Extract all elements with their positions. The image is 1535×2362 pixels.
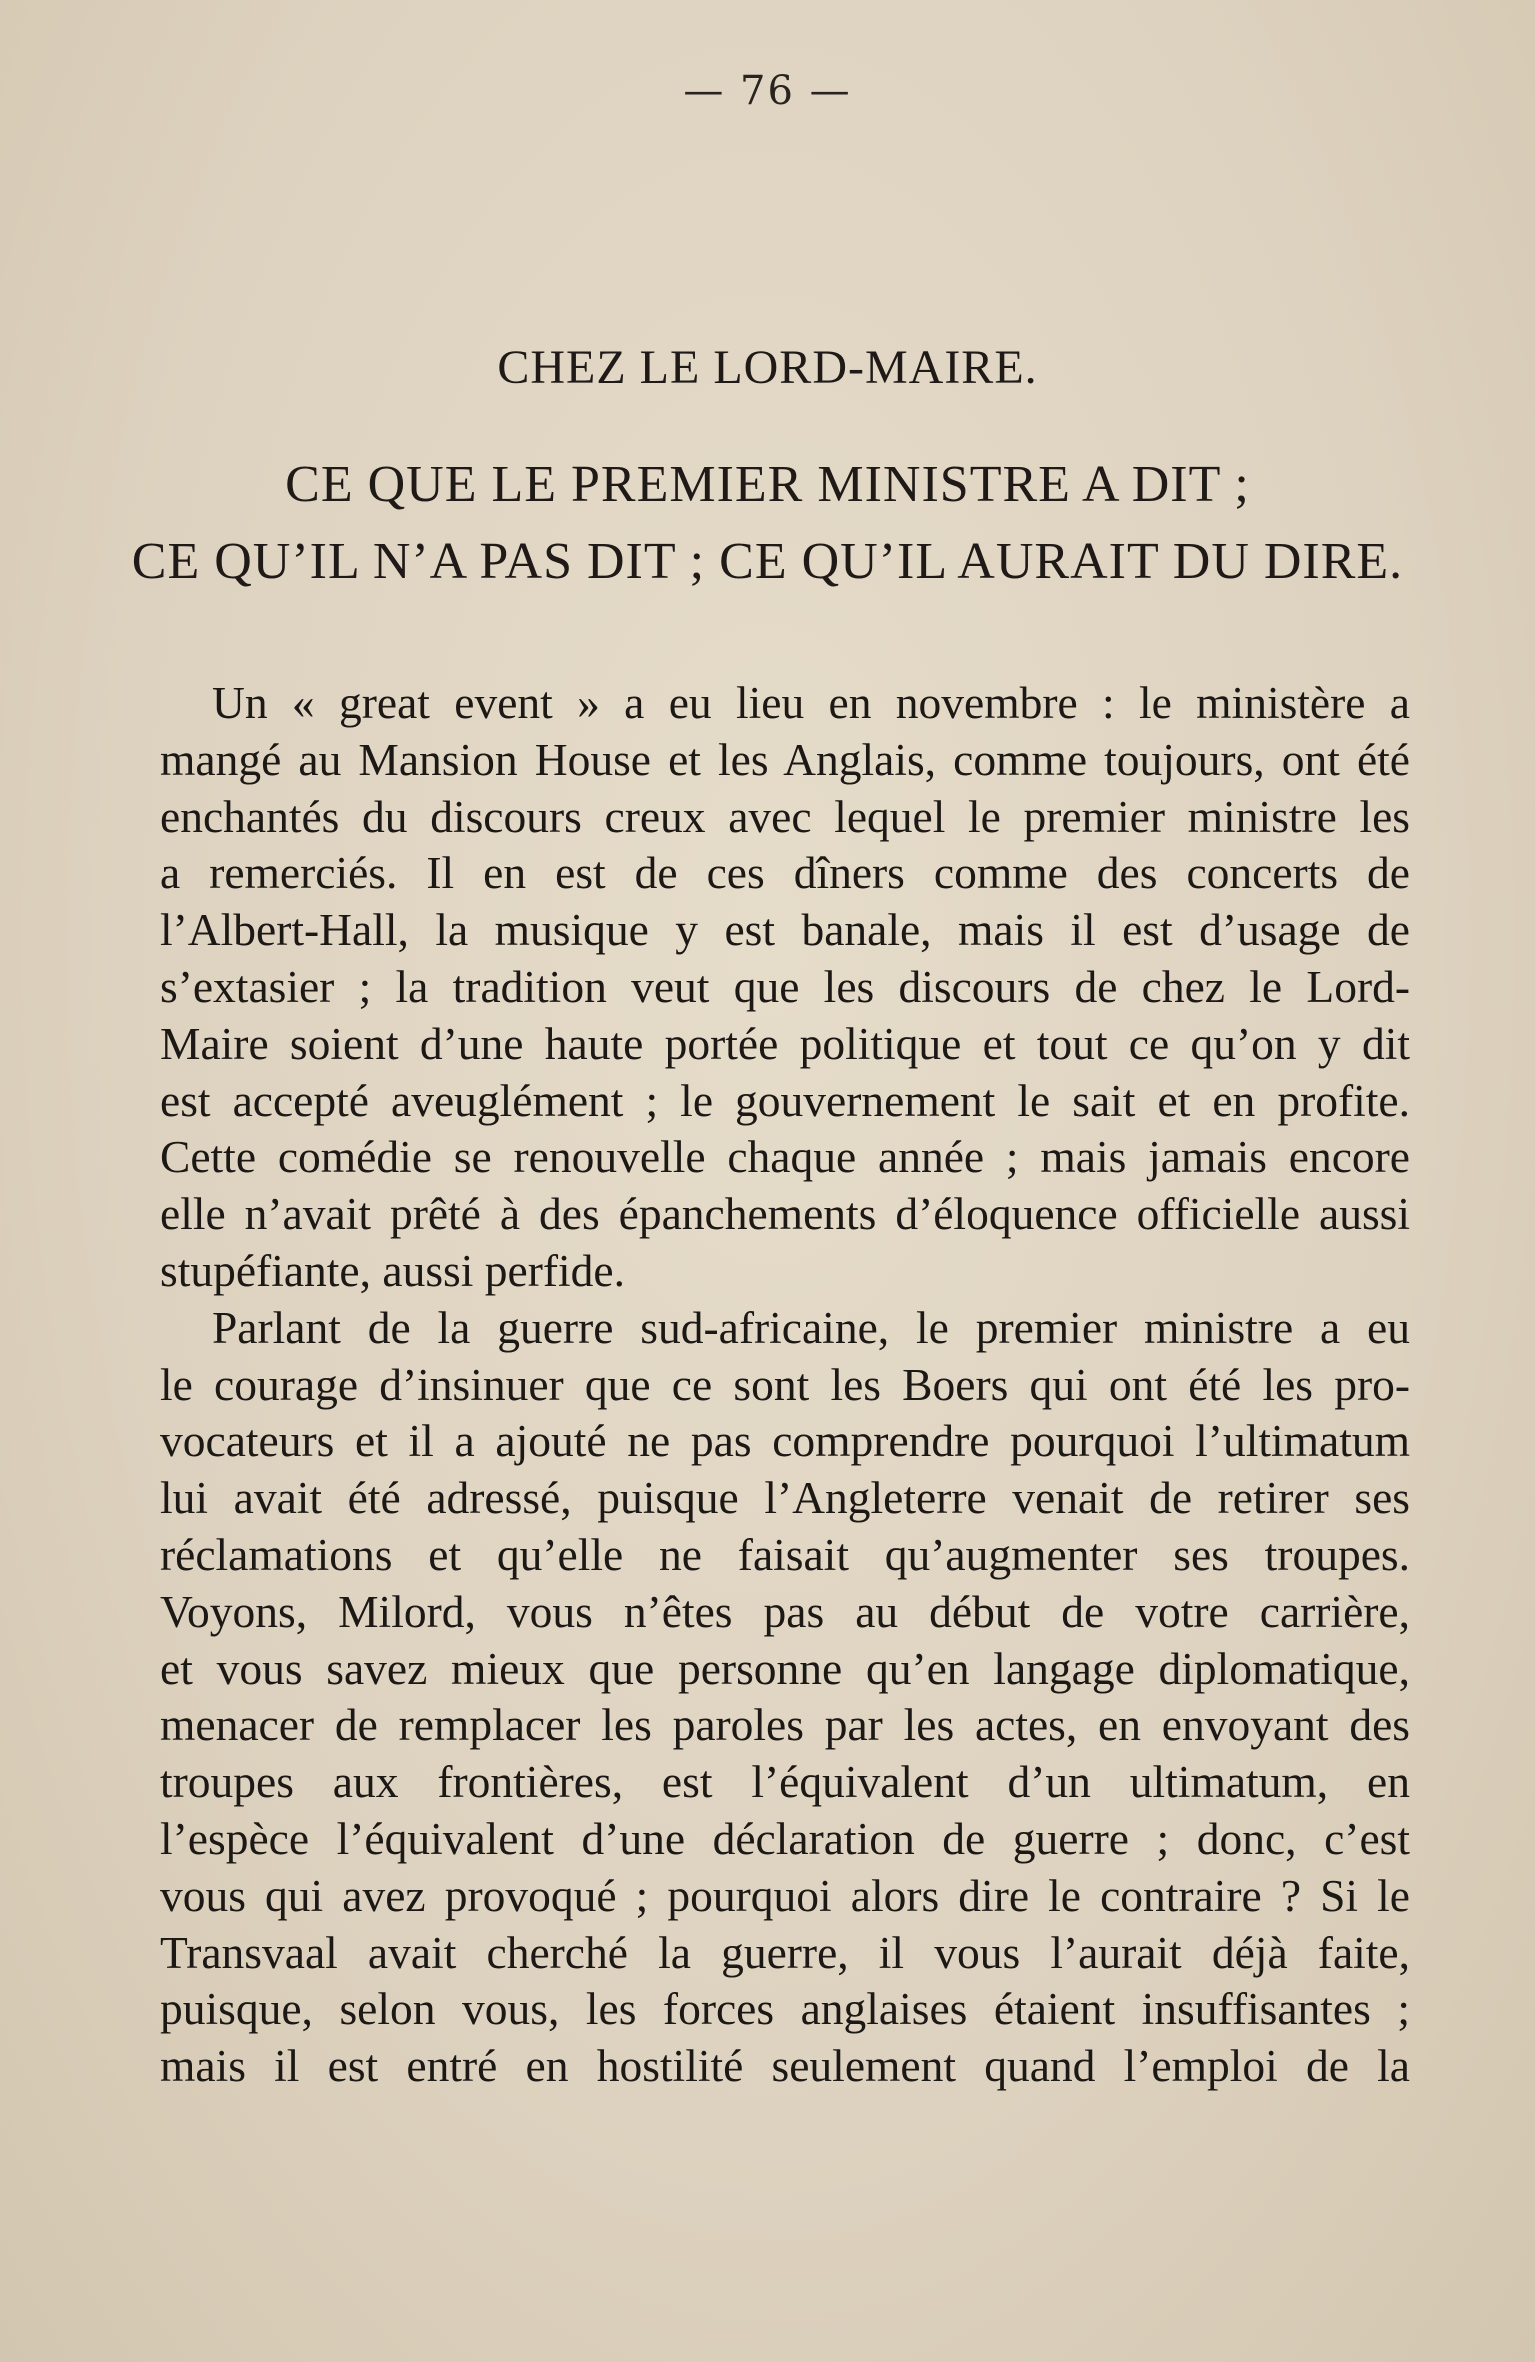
text-line: vous qui avez provoqué ; pourquoi alors dire le contraire ? Si le	[160, 1869, 1410, 1921]
body-text	[160, 675, 1410, 2095]
text-line: vocateurs et il a ajouté ne pas comprendre pourquoi l’ultimatum	[160, 1415, 1410, 1467]
text-line: Cette comédie se renouvelle chaque année ; mais jamais encore	[160, 1131, 1410, 1183]
text-line: l’espèce l’équivalent d’une déclaration de guerre ; donc, c’est	[160, 1812, 1410, 1864]
text-line: l’Albert-Hall, la musique y est banale, mais il est d’usage de	[160, 904, 1410, 956]
text-line: le courage d’insinuer que ce sont les Boers qui ont été les pro-	[160, 1358, 1410, 1410]
section-title: CHEZ LE LORD-MAIRE.	[497, 341, 1038, 394]
text-line: est accepté aveuglément ; le gouvernement le sait et en profite.	[160, 1074, 1410, 1126]
page-number: — 76 —	[683, 68, 852, 114]
text-line: stupéfiante, aussi perfide.	[160, 1244, 625, 1296]
text-line: Voyons, Milord, vous n’êtes pas au début de votre carrière,	[160, 1585, 1410, 1637]
text-line: Parlant de la guerre sud-africaine, le premier ministre a eu	[212, 1301, 1410, 1353]
text-line: a remerciés. Il en est de ces dîners comme des concerts de	[160, 847, 1410, 899]
text-line: troupes aux frontières, est l’équivalent d’un ultimatum, en	[160, 1756, 1410, 1808]
section-subtitle-line-1: CE QUE LE PREMIER MINISTRE A DIT ;	[285, 456, 1250, 513]
text-line: enchantés du discours creux avec lequel le premier ministre les	[160, 790, 1410, 842]
text-line: mais il est entré en hostilité seulement quand l’emploi de la	[160, 2040, 1410, 2092]
text-line: Transvaal avait cherché la guerre, il vous l’aurait déjà faite,	[160, 1926, 1410, 1978]
text-line: et vous savez mieux que personne qu’en langage diplomatique,	[160, 1642, 1410, 1694]
text-line: lui avait été adressé, puisque l’Angleterre venait de retirer ses	[160, 1472, 1410, 1524]
text-line: mangé au Mansion House et les Anglais, comme toujours, ont été	[160, 733, 1410, 785]
text-line: puisque, selon vous, les forces anglaises étaient insuffisantes ;	[160, 1983, 1410, 2035]
text-line: réclamations et qu’elle ne faisait qu’augmenter ses troupes.	[160, 1528, 1410, 1580]
text-line: elle n’avait prêté à des épanchements d’éloquence officielle aussi	[160, 1188, 1410, 1240]
text-line: Un « great event » a eu lieu en novembre : le ministère a	[212, 677, 1410, 728]
text-line: Maire soient d’une haute portée politique et tout ce qu’on y dit	[160, 1017, 1410, 1069]
text-line: s’extasier ; la tradition veut que les discours de chez le Lord-	[160, 960, 1410, 1012]
section-subtitle-line-2: CE QU’IL N’A PAS DIT ; CE QU’IL AURAIT DU DIRE.	[131, 533, 1404, 590]
text-line: menacer de remplacer les paroles par les actes, en envoyant des	[160, 1699, 1410, 1751]
